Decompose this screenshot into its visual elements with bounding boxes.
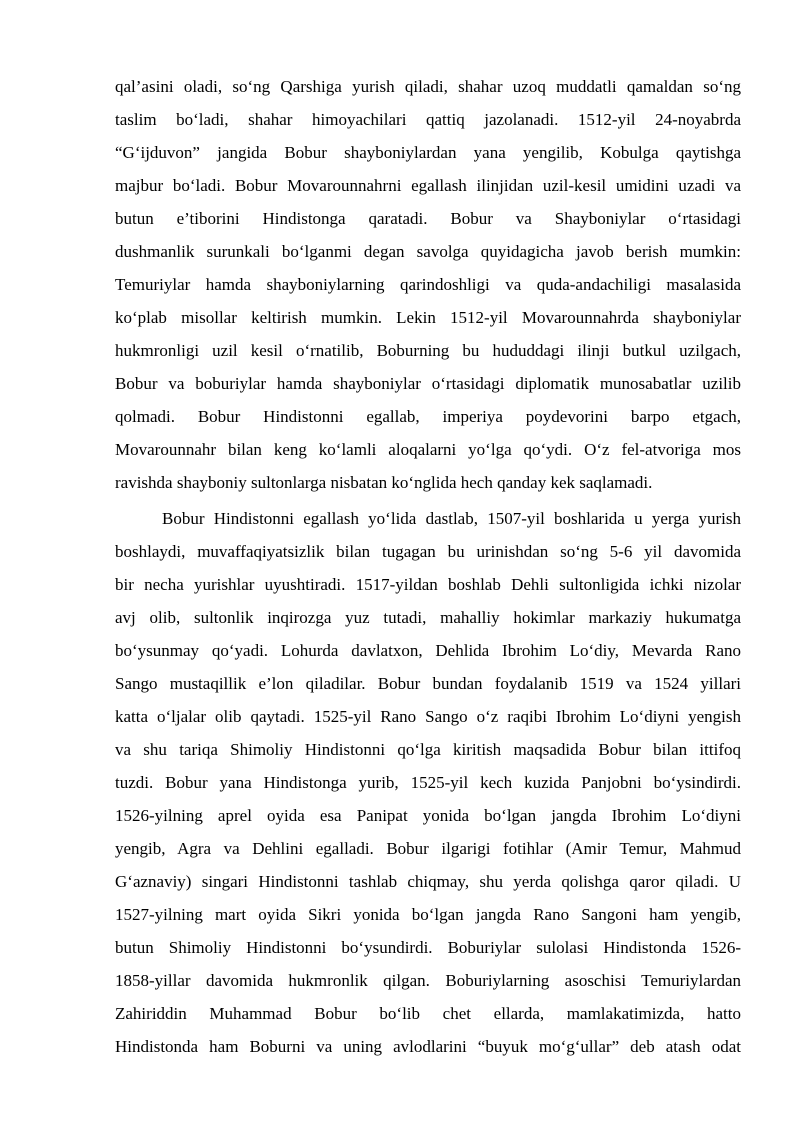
text-line: va shu tariqa Shimoliy Hindistonni qo‘lga kiritish maqsadida Bobur bilan ittifoq xyxy=(115,740,741,759)
text-line: yengib, Agra va Dehlini egalladi. Bobur ilgarigi fotihlar (Amir Temur, Mahmud xyxy=(115,839,741,858)
text-line: ko‘plab misollar keltirish mumkin. Lekin 1512-yil Movarounnahrda shayboniylar xyxy=(115,308,741,327)
text-line: 1858-yillar davomida hukmronlik qilgan. Boburiylarning asoschisi Temuriylardan xyxy=(115,971,741,990)
text-line: avj olib, sultonlik inqirozga yuz tutadi, mahalliy hokimlar markaziy hukumatga xyxy=(115,608,741,627)
text-line: Sango mustaqillik e’lon qiladilar. Bobur bundan foydalanib 1519 va 1524 yillari xyxy=(115,674,741,693)
text-line: boshlaydi, muvaffaqiyatsizlik bilan tugagan bu urinishdan so‘ng 5-6 yil davomida xyxy=(115,542,741,561)
text-line: Bobur va boburiylar hamda shayboniylar o‘rtasidagi diplomatik munosabatlar uzilib xyxy=(115,374,741,393)
text-line: tuzdi. Bobur yana Hindistonga yurib, 1525-yil kech kuzida Panjobni bo‘ysindirdi. xyxy=(115,773,741,792)
text-line: majbur bo‘ladi. Bobur Movarounnahrni egallash ilinjidan uzil-kesil umidini uzadi va xyxy=(115,176,741,195)
text-line: bo‘ysunmay qo‘yadi. Lohurda davlatxon, Dehlida Ibrohim Lo‘diy, Mevarda Rano xyxy=(115,641,741,660)
text-line: qolmadi. Bobur Hindistonni egallab, imperiya poydevorini barpo etgach, xyxy=(115,407,741,426)
text-line: bir necha yurishlar uyushtiradi. 1517-yildan boshlab Dehli sultonligida ichki nizolar xyxy=(115,575,741,594)
text-line: 1526-yilning aprel oyida esa Panipat yonida bo‘lgan jangda Ibrohim Lo‘diyni xyxy=(115,806,741,825)
text-line: Hindistonda ham Boburni va uning avlodlarini “buyuk mo‘g‘ullar” deb atash odat xyxy=(115,1037,741,1056)
text-line: taslim bo‘ladi, shahar himoyachilari qattiq jazolanadi. 1512-yil 24-noyabrda xyxy=(115,110,741,129)
text-line: 1527-yilning mart oyida Sikri yonida bo‘lgan jangda Rano Sangoni ham yengib, xyxy=(115,905,741,924)
text-line: butun e’tiborini Hindistonga qaratadi. Bobur va Shayboniylar o‘rtasidagi xyxy=(115,209,741,228)
paragraph-1 xyxy=(115,70,741,499)
document-page xyxy=(115,70,741,1063)
paragraph-2 xyxy=(115,502,741,1063)
text-line: G‘aznaviy) singari Hindistonni tashlab chiqmay, shu yerda qolishga qaror qiladi. U xyxy=(115,872,741,891)
text-line: Zahiriddin Muhammad Bobur bo‘lib chet ellarda, mamlakatimizda, hatto xyxy=(115,1004,741,1023)
text-line: butun Shimoliy Hindistonni bo‘ysundirdi. Boburiylar sulolasi Hindistonda 1526- xyxy=(115,938,741,957)
text-line: dushmanlik surunkali bo‘lganmi degan savolga quyidagicha javob berish mumkin: xyxy=(115,242,741,261)
text-line: Bobur Hindistonni egallash yo‘lida dastlab, 1507-yil boshlarida u yerga yurish xyxy=(162,509,741,528)
text-line: katta o‘ljalar olib qaytadi. 1525-yil Rano Sango o‘z raqibi Ibrohim Lo‘diyni yengish xyxy=(115,707,741,726)
text-line: Movarounnahr bilan keng ko‘lamli aloqalarni yo‘lga qo‘ydi. O‘z fel-atvoriga mos xyxy=(115,440,741,459)
text-line: Temuriylar hamda shayboniylarning qarindoshligi va quda-andachiligi masalasida xyxy=(115,275,741,294)
text-line: “G‘ijduvon” jangida Bobur shayboniylardan yana yengilib, Kobulga qaytishga xyxy=(115,143,741,162)
text-line: qal’asini oladi, so‘ng Qarshiga yurish qiladi, shahar uzoq muddatli qamaldan so‘ng xyxy=(115,77,741,96)
text-line: hukmronligi uzil kesil o‘rnatilib, Boburning bu hududdagi ilinji butkul uzilgach, xyxy=(115,341,741,360)
text-line: ravishda shayboniy sultonlarga nisbatan ko‘nglida hech qanday kek saqlamadi. xyxy=(115,473,653,492)
